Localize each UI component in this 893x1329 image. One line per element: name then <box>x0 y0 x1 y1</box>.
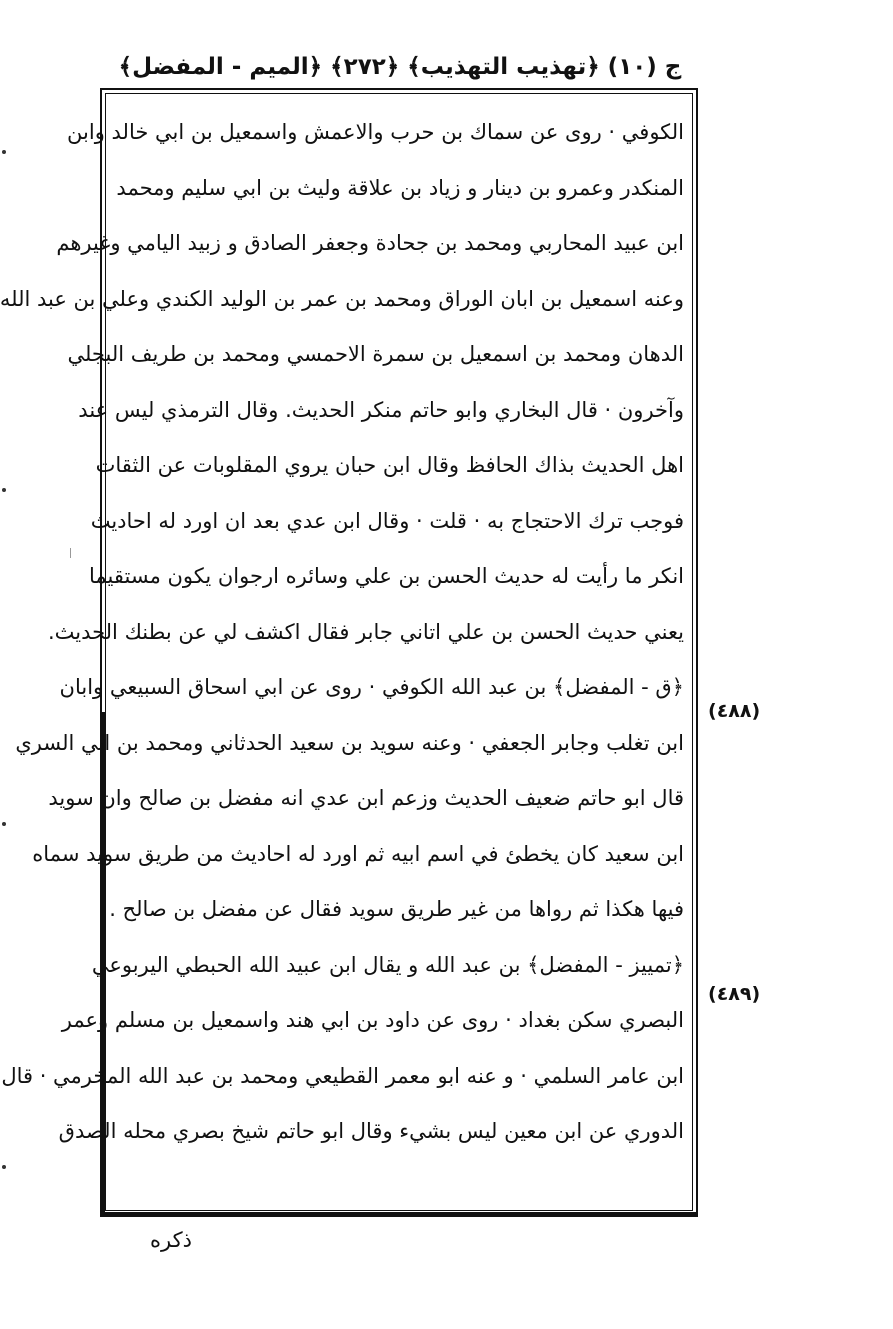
entry-heading-line: ﴿تمييز - المفضل﴾ بن عبد الله و يقال ابن عبيد الله الحبطي اليربوعي <box>91 952 684 977</box>
text-line: المنكدر وعمرو بن دينار و زياد بن علاقة وليث بن ابي سليم ومحمد <box>116 175 684 200</box>
text-line: انكر ما رأيت له حديث الحسن بن علي وسائره ارجوان يكون مستقيما <box>89 564 684 588</box>
text-line: ابن عامر السلمي · و عنه ابو معمر القطيعي ومحمد بن عبد الله المخرمي · قال <box>1 1063 684 1088</box>
text-line: الدهان ومحمد بن اسمعيل بن سمرة الاحمسي ومحمد بن طريف البجلي <box>67 342 684 366</box>
margin-tick <box>70 548 71 558</box>
text-line: البصري سكن بغداد · روى عن داود بن ابي هند واسمعيل بن مسلم وعمر <box>61 1008 684 1032</box>
margin-mark <box>2 1165 6 1169</box>
margin-mark <box>2 822 6 826</box>
text-line: الدوري عن ابن معين ليس بشيء وقال ابو حاتم شيخ بصري محله الصدق <box>58 1119 684 1143</box>
text-line: ابن عبيد المحاربي ومحمد بن جحادة وجعفر الصادق و زبيد اليامي وغيرهم <box>56 231 684 255</box>
text-line: فوجب ترك الاحتجاج به · قلت · وقال ابن عدي بعد ان اورد له احاديث <box>90 508 684 533</box>
entry-number-489: (٤٨٩) <box>708 983 761 1005</box>
margin-mark <box>2 488 6 492</box>
text-line: ابن تغلب وجابر الجعفي · وعنه سويد بن سعيد الحدثاني ومحمد بن ابي السري <box>15 730 684 755</box>
margin-mark <box>2 150 6 154</box>
text-line: اهل الحديث بذاك الحافظ وقال ابن حبان يروي المقلوبات عن الثقات <box>95 453 684 477</box>
text-line: ابن سعيد كان يخطئ في اسم ابيه ثم اورد له احاديث من طريق سويد سماه <box>32 841 684 866</box>
text-line: قال ابو حاتم ضعيف الحديث وزعم ابن عدي انه مفضل بن صالح وان سويد <box>48 786 684 810</box>
text-line: وآخرون · قال البخاري وابو حاتم منكر الحديث. وقال الترمذي ليس عند <box>78 397 684 422</box>
entry-number-488: (٤٨٨) <box>708 700 761 722</box>
body-text <box>0 105 684 1160</box>
text-line: الكوفي · روى عن سماك بن حرب والاعمش واسمعيل بن ابي خالد وابن <box>67 120 684 144</box>
text-line: وعنه اسمعيل بن ابان الوراق ومحمد بن عمر بن الوليد الكندي وعلي بن عبد الله <box>0 286 684 311</box>
catchword: ذكره <box>150 1228 192 1252</box>
frame-thick-bottom-edge <box>100 1212 698 1217</box>
text-line: فيها هكذا ثم رواها من غير طريق سويد فقال عن مفضل بن صالح . <box>109 897 684 921</box>
running-header: ج (١٠) ﴿تهذيب التهذيب﴾ ﴿٢٧٢﴾ ﴿الميم - المفضل﴾ <box>118 54 682 80</box>
entry-heading-line: ﴿ق - المفضل﴾ بن عبد الله الكوفي · روى عن ابي اسحاق السبيعي وابان <box>59 675 684 699</box>
text-line: يعني حديث الحسن بن علي اتاني جابر فقال اكشف لي عن بطنك الحديث. <box>47 619 684 644</box>
